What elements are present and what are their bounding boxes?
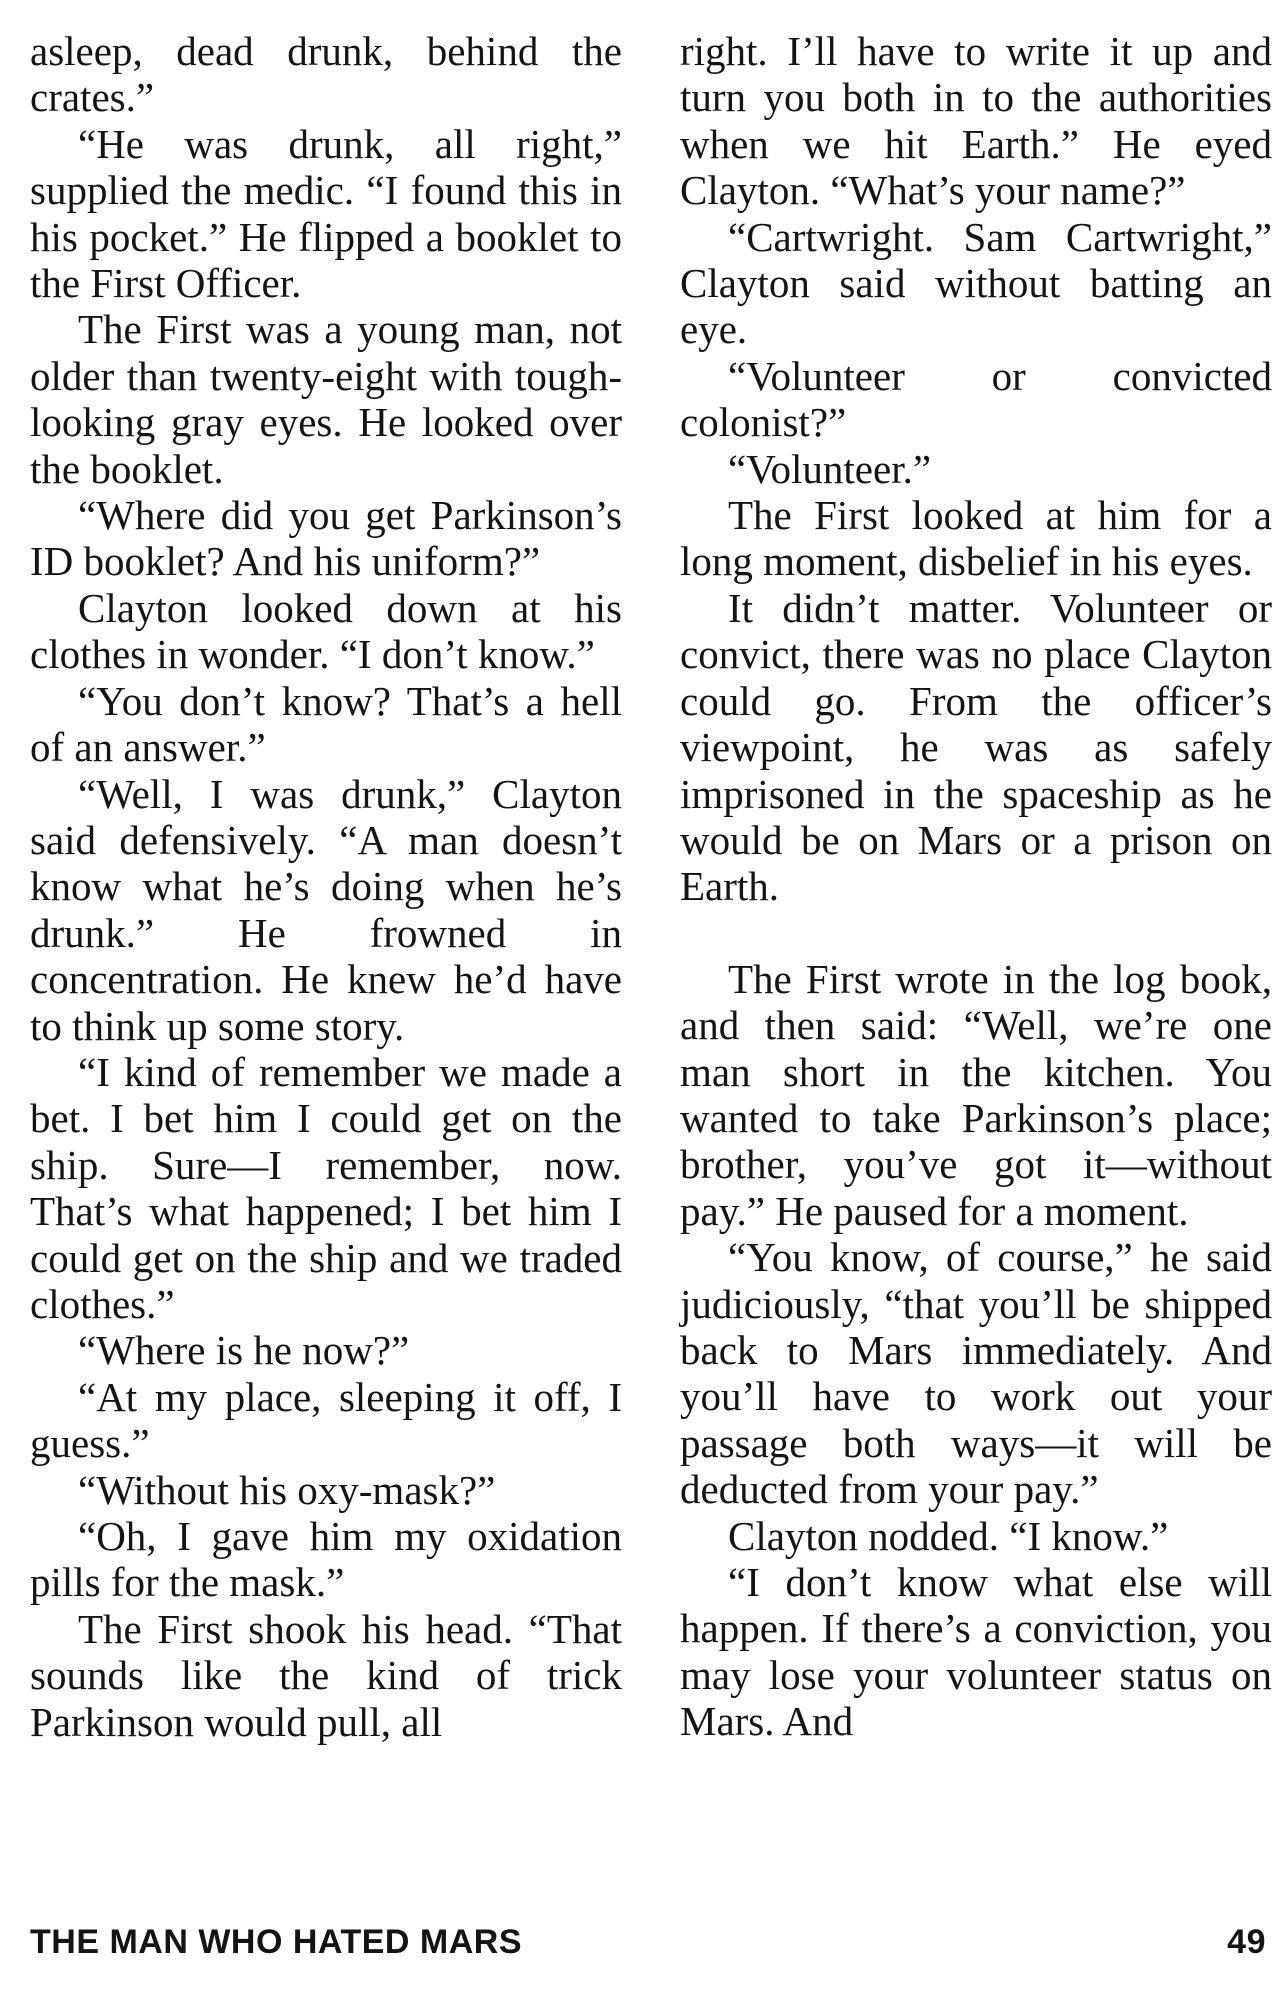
paragraph: “At my place, sleeping it off, I guess.”	[30, 1373, 622, 1467]
paragraph: “You don’t know? That’s a hell of an answer.”	[30, 677, 622, 771]
paragraph: “Well, I was drunk,” Clayton said defensively. “A man doesn’t know what he’s doing when he’s drunk.” He frowned in concentration. He knew he’d have to think up some story.	[30, 770, 622, 1049]
page-footer	[30, 1920, 1266, 1964]
paragraph: “I kind of remember we made a bet. I bet him I could get on the ship. Sure—I remember, now. That’s what happened; I bet him I could get on the ship and we traded clothes.”	[30, 1048, 622, 1327]
paragraph: “Without his oxy-mask?”	[78, 1466, 496, 1513]
paragraph: The First was a young man, not older than twenty-eight with tough-looking gray eyes. He looked over the booklet.	[30, 306, 622, 492]
paragraph: “I don’t know what else will happen. If there’s a conviction, you may lose your volunteer status on Mars. And	[680, 1559, 1272, 1745]
paragraph: The First shook his head. “That sounds like the kind of trick Parkinson would pull, all	[30, 1605, 622, 1745]
paragraph: It didn’t matter. Volunteer or convict, there was no place Clayton could go. From the officer’s viewpoint, he was as safely imprisoned in the spaceship as he would be on Mars or a prison on Earth.	[680, 584, 1272, 910]
paragraph: “Where did you get Parkinson’s ID booklet? And his uniform?”	[30, 492, 622, 585]
left-text-column	[30, 28, 622, 1745]
paragraph: right. I’ll have to write it up and turn you both in to the authorities when we hit Earth.” He eyed Clayton. “What’s your name?”	[680, 28, 1272, 214]
page-number: 49	[1227, 1923, 1266, 1961]
paragraph: The First looked at him for a long moment, disbelief in his eyes.	[680, 492, 1272, 585]
paragraph: “You know, of course,” he said judiciously, “that you’ll be shipped back to Mars immediately. And you’ll have to work out your passage both ways—it will be deducted from your pay.”	[680, 1234, 1272, 1513]
paragraph: “Oh, I gave him my oxidation pills for the mask.”	[30, 1513, 622, 1606]
running-title: THE MAN WHO HATED MARS	[30, 1923, 522, 1961]
paragraph: “Volunteer or convicted colonist?”	[680, 352, 1272, 446]
paragraph: The First wrote in the log book, and then said: “Well, we’re one man short in the kitchen. You wanted to take Parkinson’s place; brother, you’ve got it—without pay.” He paused for a moment.	[680, 955, 1272, 1234]
paragraph: Clayton nodded. “I know.”	[728, 1512, 1169, 1559]
paragraph: “Volunteer.”	[728, 445, 932, 492]
paragraph: Clayton looked down at his clothes in wonder. “I don’t know.”	[30, 584, 622, 678]
paragraph: “He was drunk, all right,” supplied the medic. “I found this in his pocket.” He flipped a booklet to the First Officer.	[30, 120, 622, 307]
paragraph: asleep, dead drunk, behind the crates.”	[30, 28, 622, 121]
right-text-column	[680, 28, 1272, 1745]
paragraph: “Where is he now?”	[78, 1327, 410, 1374]
paragraph: “Cartwright. Sam Cartwright,” Clayton said without batting an eye.	[680, 213, 1272, 353]
